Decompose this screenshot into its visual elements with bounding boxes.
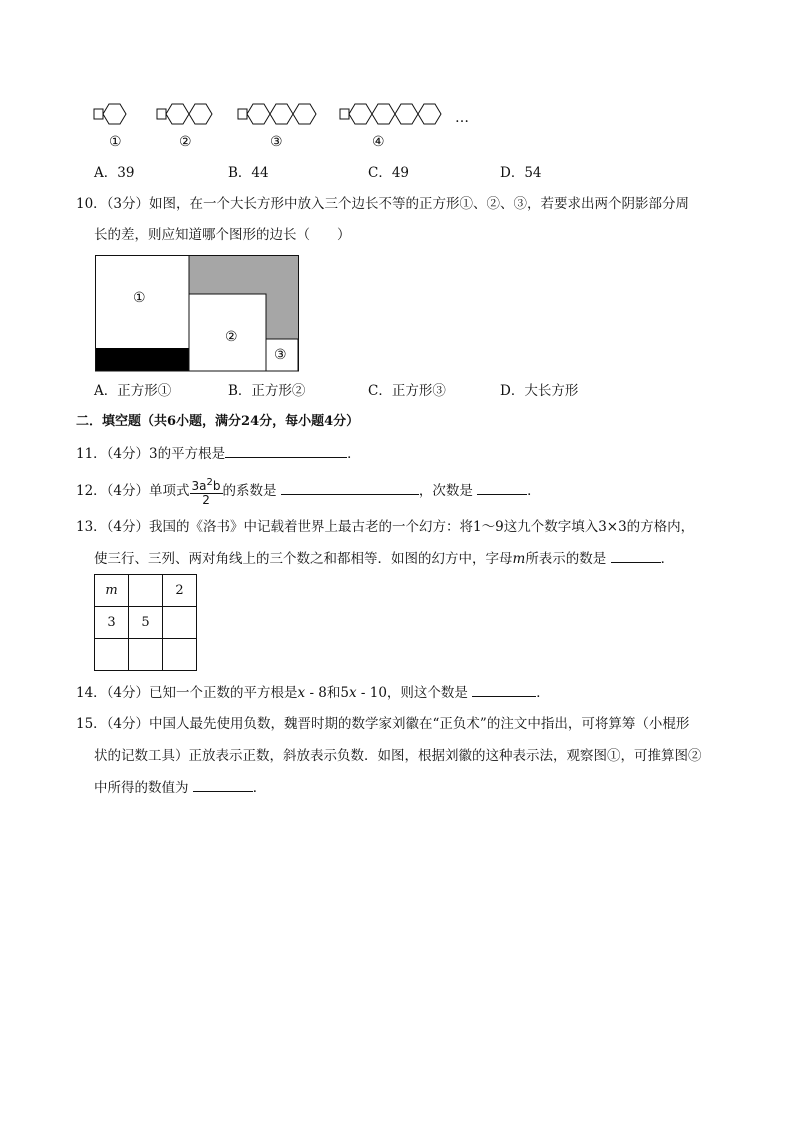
q10-fig-label-3: ③ [274,347,287,363]
q13-magic-square [94,574,197,671]
hex-figure-label-3: ③ [270,134,283,150]
q12-middle2: ，次数是 [418,483,473,499]
q10-option-b: B．正方形② [228,383,306,399]
q10-text-line1: 10．（3分）如图，在一个大长方形中放入三个边长不等的正方形①、②、③，若要求出两个阴影部分周 [76,196,690,212]
q12-middle: 的系数是 [222,483,277,499]
magic-cell: 5 [129,607,163,639]
hex-figure-2 [157,104,212,124]
q10-option-a: A．正方形① [94,383,172,399]
q12-prefix: 12．（4分）单项式 [76,483,190,499]
magic-cell [95,639,129,671]
q13-text-line2: 使三行、三列、两对角线上的三个数之和都相等．如图的幻方中，字母m所表示的数是 ． [94,548,674,569]
q13-text-line1: 13．（4分）我国的《洛书》中记载着世界上最古老的一个幻方：将1～9这九个数字填入3×3的方格内， [76,519,695,535]
magic-cell: 3 [95,607,129,639]
hex-figure-1 [94,104,126,124]
q10-fig-label-2: ② [225,329,238,345]
q14: 14．（4分）已知一个正数的平方根是x - 8和5x - 10，则这个数是 ． [76,682,550,703]
q12-coefficient-blank[interactable] [281,480,419,495]
q10-option-d: D．大长方形 [500,383,579,399]
q12-suffix: ． [527,483,541,499]
magic-cell [163,639,197,671]
hexagon-chain-figures [90,98,490,158]
q13-answer-blank[interactable] [611,548,661,563]
q10-rectangle-figure [94,254,302,374]
magic-cell: m [95,575,129,607]
q11-suffix: ． [347,446,361,462]
q15-text-line1: 15．（4分）中国人最先使用负数，魏晋时期的数学家刘徽在“正负术”的注文中指出，可将算筹（小棍形 [76,716,690,732]
hex-figure-label-4: ④ [372,134,385,150]
hex-figure-3 [238,104,316,124]
magic-cell: 2 [163,575,197,607]
hex-figure-ellipsis: … [455,110,469,126]
q15-answer-blank[interactable] [193,777,253,792]
q15-text-line2: 状的记数工具）正放表示正数，斜放表示负数．如图，根据刘徽的这种表示法，观察图①，可推算图② [94,748,702,764]
magic-cell [163,607,197,639]
q9-option-d: D．54 [500,165,542,181]
magic-cell [129,575,163,607]
hex-figure-label-1: ① [109,134,122,150]
magic-cell [129,639,163,671]
q11 [76,443,361,464]
q10-text-line2: 长的差，则应知道哪个图形的边长（ ） [94,227,351,243]
q11-answer-blank[interactable] [225,443,347,458]
q10-fig-label-1: ① [133,290,146,306]
section-2-title: 二．填空题（共6小题，满分24分，每小题4分） [76,414,360,429]
q11-prefix: 11．（4分）3的平方根是 [76,446,226,462]
q9-option-b: B．44 [228,165,269,181]
q9-option-a: A．39 [94,165,135,181]
q12-monomial-fraction: $\frac{3a^2b}{2}$ [191,477,221,507]
q10-black-shaded-region [96,348,189,371]
q10-option-c: C．正方形③ [368,383,446,399]
q12-degree-blank[interactable] [477,480,527,495]
q15-text-line3: 中所得的数值为 ． [94,777,266,798]
q12 [76,476,541,507]
q9-option-c: C．49 [368,165,410,181]
hex-figure-4 [340,104,441,124]
q14-answer-blank[interactable] [472,682,536,697]
hex-figure-label-2: ② [179,134,192,150]
